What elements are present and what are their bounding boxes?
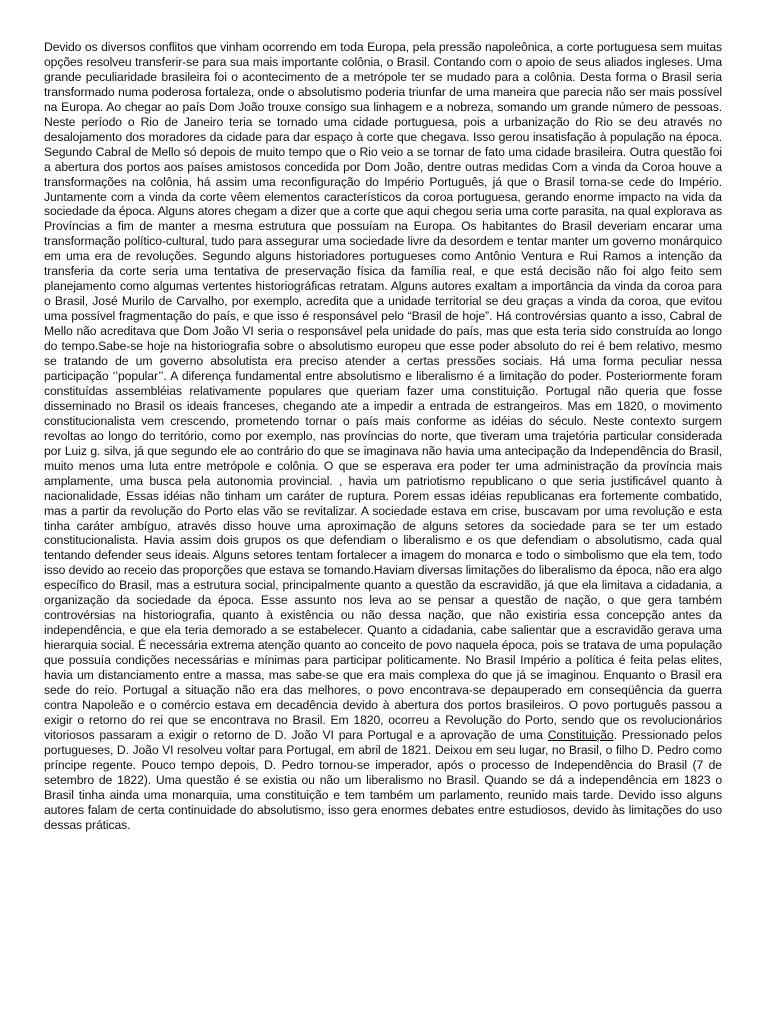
constituicao-link[interactable]: Constituição: [547, 727, 614, 742]
body-paragraph: [44, 40, 722, 833]
body-text: Devido os diversos conflitos que vinham ocorrendo em toda Europa, pela pressão napoleônica, a corte portuguesa sem muitas opções resolveu transferir-se para sua mais importante colônia, o Brasil. Contando com o apoio de seus aliados ingleses. Uma grande peculiaridade brasileira foi o acontecimento de a metrópole ter se mudado para a colônia. Desta forma o Brasil seria transformado numa poderosa fortaleza, onde o absolutismo poderia triunfar de uma maneira que parecia não ser mais possível na Europa. Ao chegar ao país Dom João trouxe consigo sua linhagem e a nobreza, somando um grande número de pessoas. Neste período o Rio de Janeiro teria se tornado uma cidade portuguesa, pois a urbanização do Rio se deu através no desalojamento dos moradores da cidade para dar espaço à corte que chegava. Isso gerou insatisfação à população na época. Segundo Cabral de Mello só depois de muito tempo que o Rio veio a se tornar de fato uma cidade brasileira. Outra questão foi a abertura dos portos aos países amistosos concedida por Dom João, dentre outras medidas Com a vinda da Coroa houve a transformações na colônia, há assim uma reconfiguração do Império Português, já que o Brasil torna-se cede do Império. Juntamente com a vinda da corte vêem elementos característicos da coroa portuguesa, gerando enorme impacto na vida da sociedade da época. Alguns atores chegam a dizer que a corte que aqui chegou seria uma corte parasita, na qual explorava as Províncias a fim de manter a mesma estrutura que possuíam na Europa. Os habitantes do Brasil deveriam encarar uma transformação político-cultural, tudo para assegurar uma sociedade livre da desordem e tentar manter um governo monárquico em uma era de revoluções. Segundo alguns historiadores portugueses como Antônio Ventura e Rui Ramos a intenção da transferia da corte seria uma tentativa de preservação física da família real, e que está decisão não foi algo feito sem planejamento como algumas vertentes historiográficas retratam. Alguns autores exaltam a importância da vinda da coroa para o Brasil, José Murilo de Carvalho, por exemplo, acredita que a unidade territorial se deu graças a vinda da coroa, que evitou uma possível fragmentação do país, e que isso é responsável pelo “Brasil de hoje”. Há controvérsias quanto a isso, Cabral de Mello não acreditava que Dom João VI seria o responsável pela unidade do país, mas que esta teria sido construída ao longo do tempo.Sabe-se hoje na historiografia sobre o absolutismo europeu que esse poder absoluto do rei é bem relativo, mesmo se tratando de um governo absolutista era preciso atender a certas pressões sociais. Há uma forma peculiar nessa participação ‘’popular’’. A diferença fundamental entre absolutismo e liberalismo é a limitação do poder. Posteriormente foram constituídas assembléias relativamente populares que queriam fazer uma constituição. Portugal não queria que fosse disseminado no Brasil os ideais franceses, chegando ate a impedir a entrada de estrangeiros. Mas em 1820, o movimento constitucionalista vem crescendo, prometendo tornar o país mais conforme as idéias do século. Neste contexto surgem revoltas ao longo do território, como por exemplo, nas províncias do norte, que tiveram uma trajetória particular considerada por Luiz g. silva, já que segundo ele ao contrário do que se imaginava não havia uma antecipação da Independência do Brasil, muito menos uma luta entre metrópole e colônia. O que se esperava era poder ter uma administração da província mais amplamente, uma busca pela autonomia provincial. , havia um patriotismo republicano o que seria justificável quanto à nacionalidade, Essas idéias não tinham um caráter de ruptura. Porem essas idéias republicanas era fortemente combatido, mas a partir da revolução do Porto elas vão se revitalizar. A sociedade estava em crise, buscavam por uma revolução e esta tinha caráter ambíguo, através disso houve uma aproximação de alguns setores da sociedade para se ter um estado constitucionalista. Havia assim dois grupos os que defendiam o liberalismo e os que defendiam o absolutismo, cada qual tentando defender seus ideais. Alguns setores tentam fortalecer a imagem do monarca e todo o simbolismo que ela tem, todo isso devido ao receio das proporções que estava se tomando.Haviam diversas limitações do liberalismo da época, não era algo específico do Brasil, mas a estrutura social, principalmente quanto a questão da escravidão, já que ela limitava a cidadania, a organização da sociedade da época. Esse assunto nos leva ao se pensar a questão de nação, o que gera também controvérsias na historiografia, quanto à existência ou não dessa nação, que não existiria essa concepção antes da independência, e que ela teria demorado a se estabelecer. Quanto a cidadania, cabe salientar que a escravidão gerava uma hierarquia social. É necessária extrema atenção quanto ao conceito de povo naquela época, pois se tratava de uma população que possuía condições necessárias e mínimas para participar politicamente. No Brasil Império a política é feita pelas elites, havia um distanciamento entre a massa, mas sabe-se que era mais complexa do que já se imaginou. Enquanto o Brasil era sede do reio. Portugal a situação não era das melhores, o povo encontrava-se depauperado em conseqüência da guerra contra Napoleão e o comércio estava em decadência devido à abertura dos portos brasileiros. O povo português passou a exigir o retorno do rei que se encontrava no Brasil. Em 1820, ocorreu a Revolução do Porto, sendo que os revolucionários vitoriosos passaram a exigir o retorno de D. João VI para Portugal e a aprovação de uma: [44, 40, 722, 742]
body-text-continued: . Pressionado pelos portugueses, D. João VI resolveu voltar para Portugal, em abril de 1821. Deixou em seu lugar, no Brasil, o filho D. Pedro como príncipe regente. Pouco tempo depois, D. Pedro tornou-se imperador, após o processo de Independência do Brasil (7 de setembro de 1822). Uma questão é se existia ou não um liberalismo no Brasil. Quando se dá a independência em 1823 o Brasil tinha ainda uma monarquia, uma constituição e tem também um parlamento, reunido mais tarde. Devido isso alguns autores falam de certa continuidade do absolutismo, isso gera enormes debates entre estudiosos, devido às limitações do uso dessas práticas.: [44, 727, 722, 832]
document-page: [44, 40, 722, 833]
